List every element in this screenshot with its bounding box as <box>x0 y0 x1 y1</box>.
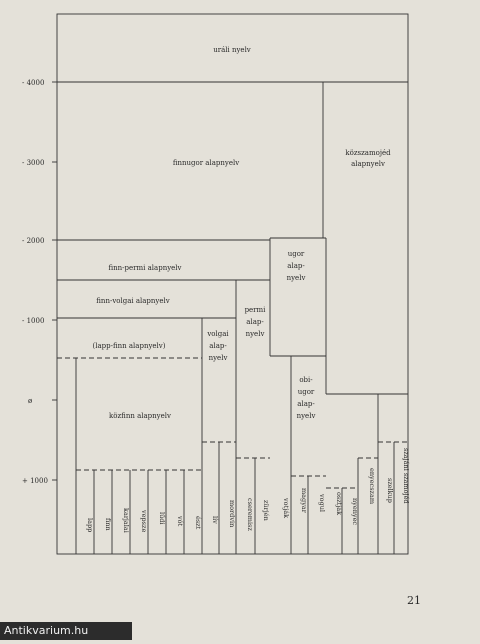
node-permi-line1: permi <box>244 306 266 314</box>
lang-eszt: észt <box>194 516 202 530</box>
node-finnugor: finnugor alapnyelv <box>172 159 240 167</box>
lang-szelkup: szelkup <box>386 478 394 503</box>
lang-vogul: vogul <box>318 494 326 513</box>
time-tick-label: - 2000 <box>22 237 45 245</box>
lang-votjak: votják <box>282 498 290 519</box>
lang-liv: lív <box>211 516 219 524</box>
node-volgai-line1: volgai <box>207 330 229 338</box>
time-tick-label: - 1000 <box>22 317 45 325</box>
lang-cseremisz: cseremisz <box>246 498 254 531</box>
node-volgai-line2: alap- <box>209 342 227 350</box>
node-finn-permi: finn-permi alapnyelv <box>108 264 182 272</box>
node-volgai-line3: nyelv <box>208 354 228 362</box>
lang-enyecszam: enyecszam <box>368 468 376 504</box>
lang-lapp: lapp <box>86 518 94 533</box>
node-lapp-finn: (lapp-finn alapnyelv) <box>92 342 166 350</box>
lang-osztjak: osztják <box>335 492 343 516</box>
node-finn-volgai: finn-volgai alapnyelv <box>96 297 170 305</box>
lang-ludi: lűdi <box>158 512 166 525</box>
node-obi-ugor-line1: obi- <box>299 376 313 384</box>
lang-vot: vót <box>176 516 184 527</box>
lang-magyar: magyar <box>300 488 308 513</box>
time-tick-label: - 4000 <box>22 79 45 87</box>
watermark: Antikvarium.hu <box>0 622 132 640</box>
node-obi-ugor-line3: alap- <box>297 400 315 408</box>
node-permi-line3: nyelv <box>245 330 265 338</box>
time-tick-label: ø <box>28 397 33 405</box>
lang-nyenyec: nyenyec <box>351 498 359 526</box>
lang-zurjen: zürjén <box>262 500 270 521</box>
page-number: 21 <box>407 594 421 607</box>
node-ugor-line1: ugor <box>287 250 305 258</box>
node-urali: uráli nyelv <box>213 46 251 54</box>
lang-mordvin: mordvin <box>228 500 236 528</box>
node-obi-ugor-line2: ugor <box>297 388 315 396</box>
lang-vepsze: vepsze <box>140 510 148 533</box>
node-kozszamojed-line1: közszamojéd <box>345 149 391 157</box>
node-ugor-line3: nyelv <box>286 274 306 282</box>
node-kozfinn: közfinn alapnyelv <box>109 412 171 420</box>
lang-karjalai: karjalai <box>122 508 130 533</box>
lang-szajani-szamojed: szajáni szamojéd <box>402 448 410 504</box>
lang-finn: finn <box>104 518 112 531</box>
time-tick-label: + 1000 <box>22 477 48 485</box>
time-tick-label: - 3000 <box>22 159 45 167</box>
node-ugor-line2: alap- <box>287 262 305 270</box>
node-permi-line2: alap- <box>246 318 264 326</box>
node-kozszamojed-line2: alapnyelv <box>351 160 385 168</box>
node-obi-ugor-line4: nyelv <box>296 412 316 420</box>
